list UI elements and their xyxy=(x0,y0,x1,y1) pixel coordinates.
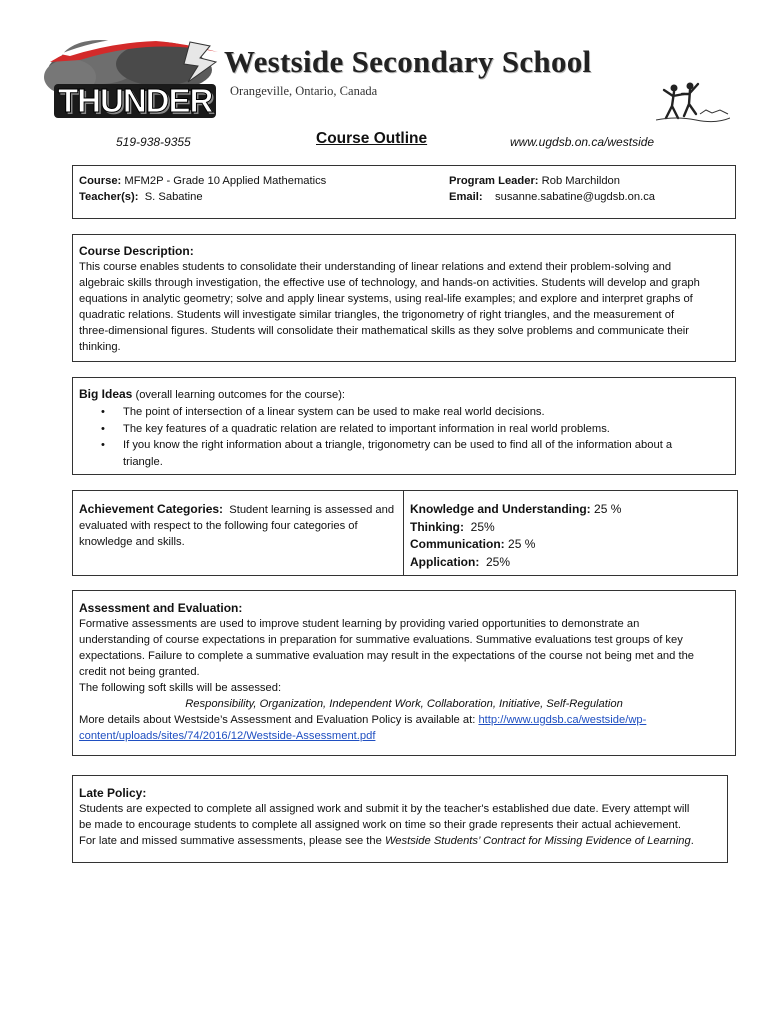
description-line: quadratic relations. Students will investigate similar triangles, the trigonometry of right triangles, and the measurement of xyxy=(79,309,675,321)
email-label: Email: xyxy=(449,191,483,203)
logo-text: THUNDER xyxy=(58,82,213,119)
description-line: algebraic skills through investigation, the effective use of technology, and hands-on activities. Students will develop and graph xyxy=(79,277,700,289)
achievement-line: evaluated with respect to the following four categories of xyxy=(79,520,358,532)
thunder-logo xyxy=(40,32,220,124)
description-line: equations in analytic geometry; solve and apply linear systems, using real-life examples; and explore and interpret graphs of xyxy=(79,293,693,305)
achievement-heading: Achievement Categories: xyxy=(79,502,224,516)
assessment-line: The following soft skills will be assessed: xyxy=(79,682,282,694)
category-label: Application: xyxy=(410,554,480,569)
soft-skills: Responsibility, Organization, Independent Work, Collaboration, Initiative, Self-Regulation xyxy=(185,698,623,710)
assessment-policy-link[interactable]: http://www.ugdsb.ca/westside/wp- xyxy=(478,714,647,726)
dancing-figures-icon xyxy=(656,80,730,124)
list-item: • The point of intersection of a linear system can be used to make real world decisions. xyxy=(123,404,729,421)
late-policy-line: Students are expected to complete all assigned work and submit it by the teacher's established due date. Every attempt will xyxy=(79,803,690,815)
category-label: Thinking: xyxy=(410,519,464,534)
category-value: 25 % xyxy=(594,502,622,516)
teacher-value: S. Sabatine xyxy=(144,191,203,203)
course-value: MFM2P - Grade 10 Applied Mathematics xyxy=(124,175,327,187)
late-policy-line: be made to encourage students to complete all assigned work on time so their grade represents their actual achievement. xyxy=(79,819,681,831)
list-item: • If you know the right information about a triangle, trigonometry can be used to find all of the information about a xyxy=(123,437,729,454)
achievement-description xyxy=(73,491,404,575)
contract-title: Westside Students’ Contract for Missing Evidence of Learning xyxy=(384,835,691,847)
school-location: Orangeville, Ontario, Canada xyxy=(230,84,378,98)
leader-value: Rob Marchildon xyxy=(541,175,620,187)
page-title: Course Outline xyxy=(316,130,428,147)
school-name: Westside Secondary School xyxy=(224,44,592,79)
description-line: thinking. xyxy=(79,341,121,353)
late-policy-line: For late and missed summative assessments, please see the xyxy=(79,835,382,847)
teacher-label: Teacher(s): xyxy=(79,191,139,203)
list-item-continuation: triangle. xyxy=(123,455,163,468)
achievement-weights xyxy=(404,491,737,575)
assessment-line: understanding of course expectations in preparation for summative evaluations. Summative evaluations test groups of key xyxy=(79,634,683,646)
assessment-line: Formative assessments are used to improve student learning by providing varied opportunities to demonstrate an xyxy=(79,618,640,630)
course-info-box xyxy=(72,165,736,219)
list-item: • The key features of a quadratic relation are related to important information in real world problems. xyxy=(123,421,729,438)
category-value: 25% xyxy=(486,554,511,569)
course-description-box xyxy=(72,234,736,362)
assessment-line: expectations. Failure to complete a summative evaluation may result in the expectations of the course not being met and the xyxy=(79,650,695,662)
late-policy-box xyxy=(72,775,728,863)
assessment-line: credit not being granted. xyxy=(79,666,200,678)
school-phone: 519-938-9355 xyxy=(116,135,191,149)
category-label: Knowledge and Understanding: xyxy=(410,502,591,516)
big-ideas-list xyxy=(79,404,729,454)
assessment-policy-link-continued[interactable]: content/uploads/sites/74/2016/12/Westside-Assessment.pdf xyxy=(79,730,376,742)
description-line: three-dimensional figures. Students will consolidate their mathematical skills as they solve problems and communicate their xyxy=(79,325,690,337)
category-value: 25% xyxy=(470,519,495,534)
achievement-line: knowledge and skills. xyxy=(79,536,185,548)
course-label: Course: xyxy=(79,175,122,187)
achievement-line: Student learning is assessed and xyxy=(229,504,395,516)
policy-text: More details about Westside’s Assessment and Evaluation Policy is available at: xyxy=(79,714,476,726)
big-ideas-note: (overall learning outcomes for the course): xyxy=(135,389,346,401)
assessment-heading: Assessment and Evaluation: xyxy=(79,601,243,615)
achievement-box xyxy=(72,490,738,576)
school-website: www.ugdsb.on.ca/westside xyxy=(510,135,655,149)
description-line: This course enables students to consolidate their understanding of linear relations and extend their problem-solving and xyxy=(79,261,672,273)
category-value: 25 % xyxy=(508,537,536,551)
big-ideas-heading: Big Ideas xyxy=(79,387,133,401)
description-heading: Course Description: xyxy=(79,244,194,258)
late-policy-period: . xyxy=(690,835,694,847)
late-policy-heading: Late Policy: xyxy=(79,786,147,800)
category-label: Communication: xyxy=(410,537,505,551)
email-value: susanne.sabatine@ugdsb.on.ca xyxy=(495,191,656,203)
leader-label: Program Leader: xyxy=(449,175,539,187)
big-ideas-box xyxy=(72,377,736,475)
assessment-box xyxy=(72,590,736,756)
